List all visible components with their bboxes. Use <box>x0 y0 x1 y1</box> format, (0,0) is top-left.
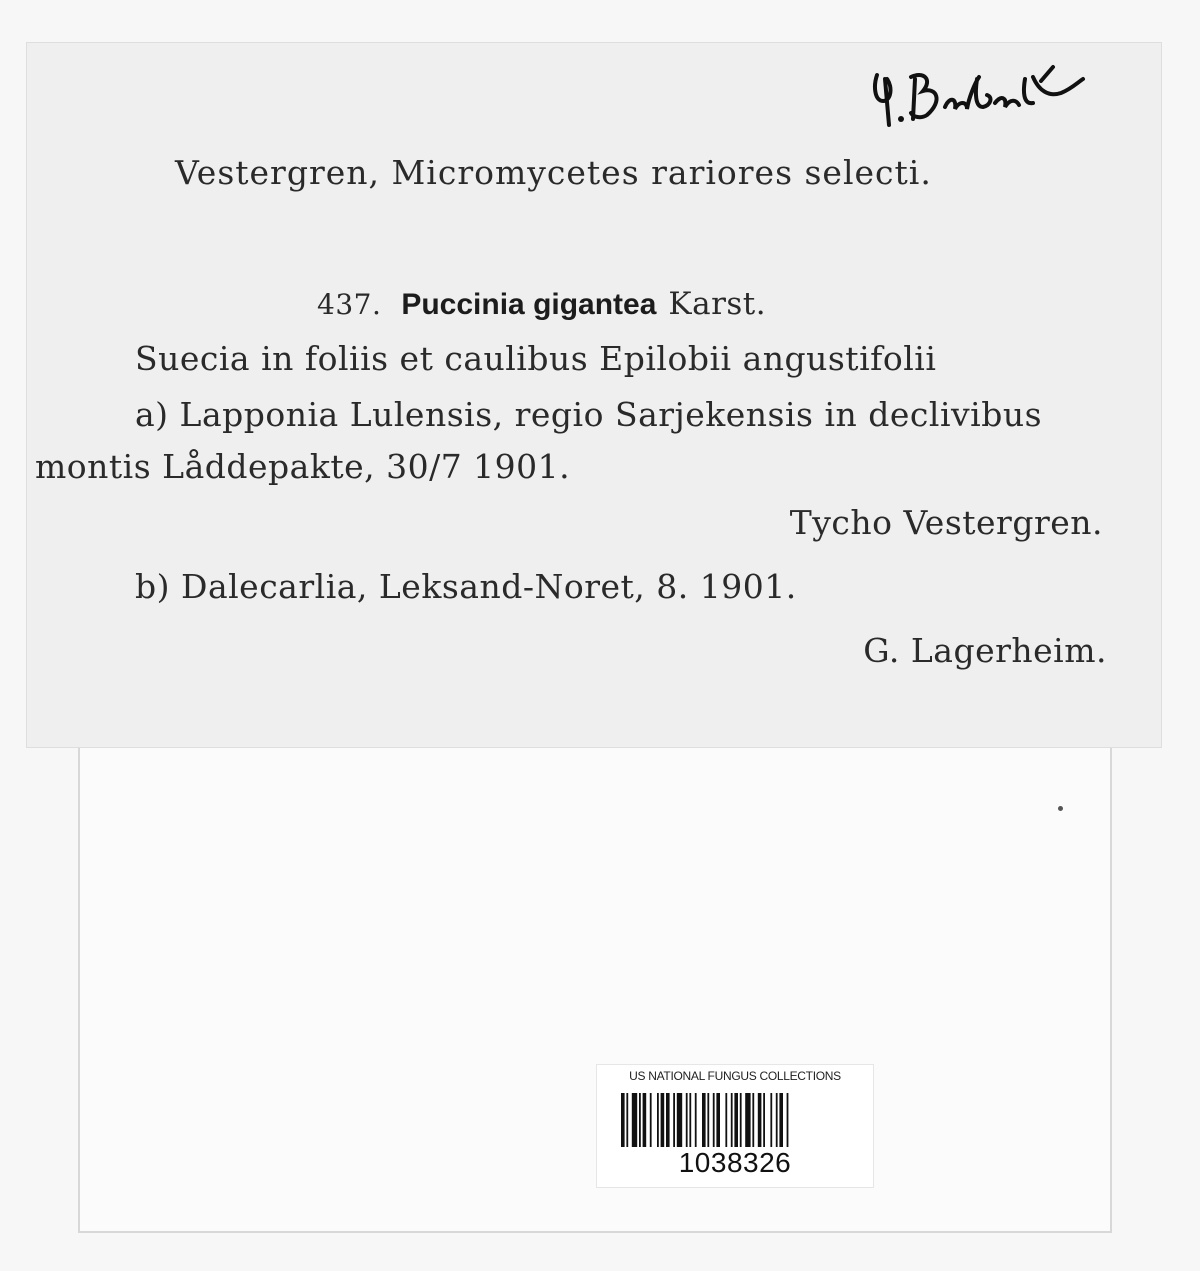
locality-b: b) Dalecarlia, Leksand-Noret, 8. 1901. <box>135 567 797 606</box>
series-title: Vestergren, Micromycetes rariores selecti. <box>175 153 932 192</box>
barcode-label <box>596 1064 874 1188</box>
barcode-header: US NATIONAL FUNGUS COLLECTIONS <box>629 1069 841 1083</box>
collector-a: Tycho Vestergren. <box>789 503 1103 542</box>
species-authority: Karst. <box>668 286 767 322</box>
speck-mark <box>1058 806 1063 811</box>
species-name: Puccinia gigantea <box>401 288 657 321</box>
barcode-number: 1038326 <box>678 1147 792 1178</box>
exsiccata-number: 437. <box>317 288 382 321</box>
specimen-envelope <box>78 745 1112 1233</box>
species-line <box>317 283 766 322</box>
collector-b: G. Lagerheim. <box>863 631 1107 670</box>
handwritten-annotation <box>863 57 1093 137</box>
host-line: Suecia in foliis et caulibus Epilobii angustifolii <box>135 339 937 378</box>
specimen-label <box>26 42 1162 748</box>
locality-a-line1: a) Lapponia Lulensis, regio Sarjekensis in declivibus <box>135 395 1043 434</box>
barcode-bars <box>621 1093 853 1147</box>
locality-a-line2: montis Låddepakte, 30/7 1901. <box>35 447 571 486</box>
